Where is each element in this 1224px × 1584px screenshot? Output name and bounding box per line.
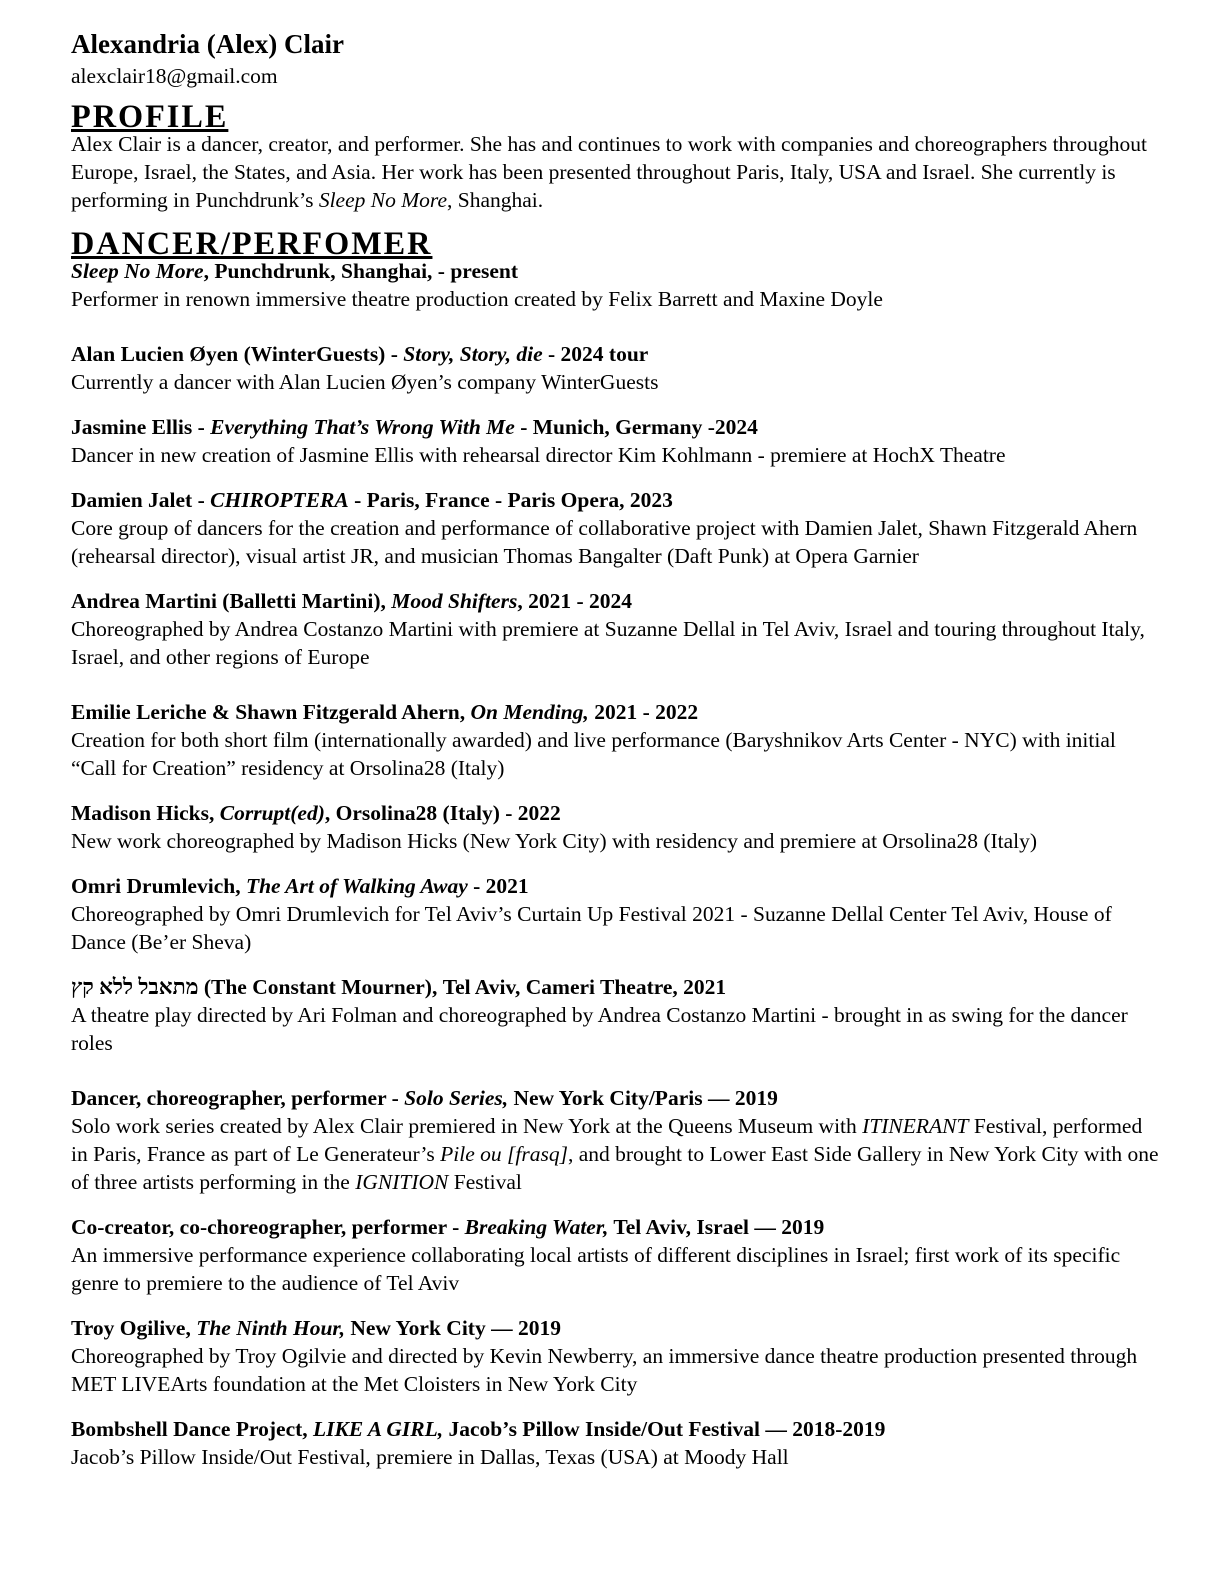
entry-description-text: New work choreographed by Madison Hicks (New York City) with residency and premiere at Orsolina28 (Italy) (71, 829, 1038, 853)
entry-title-text: Bombshell Dance Project, (71, 1417, 314, 1441)
entry-title-text: Alan Lucien Øyen (WinterGuests) - (71, 342, 404, 366)
entry-title-text: - Munich, Germany -2024 (514, 415, 758, 439)
entry-title-text: מתאבל ללא קץ (The Constant Mourner), Tel Aviv, Cameri Theatre, 2021 (71, 975, 727, 999)
performance-entry (71, 486, 1161, 570)
entry-title-text: , Orsolina28 (Italy) - 2022 (324, 801, 561, 825)
entry-title-text: Troy Ogilive, (71, 1316, 197, 1340)
contact-email: alexclair18@gmail.com (71, 64, 278, 88)
entry-title (71, 340, 1161, 368)
entry-title (71, 872, 1161, 900)
entry-title-text: - Paris, France - Paris Opera, 2023 (348, 488, 673, 512)
entry-title-italic: The Ninth Hour, (196, 1316, 345, 1340)
entry-description (71, 827, 1161, 855)
entry-description (71, 285, 1161, 313)
profile-text (71, 130, 1161, 214)
entry-title-italic: On Mending, (470, 700, 589, 724)
resume-name: Alexandria (Alex) Clair (71, 29, 344, 59)
performance-entry (71, 1213, 1161, 1297)
entry-title-text: Jasmine Ellis - (71, 415, 211, 439)
entry-title-italic: LIKE A GIRL, (313, 1417, 444, 1441)
entry-description-text: A theatre play directed by Ari Folman and choreographed by Andrea Costanzo Martini - brought in as swing for the dancer roles (71, 1003, 1128, 1055)
entry-title-text: New York City — 2019 (344, 1316, 561, 1340)
entry-description-italic: IGNITION (355, 1170, 449, 1194)
entry-description (71, 514, 1161, 570)
entry-title-text: - 2021 (467, 874, 529, 898)
entry-description (71, 1443, 1161, 1471)
entry-title-text: Madison Hicks, (71, 801, 220, 825)
entry-title (71, 413, 1161, 441)
entry-title-text: Omri Drumlevich, (71, 874, 246, 898)
entry-title-italic: Breaking Water, (464, 1215, 609, 1239)
entry-description-text: Core group of dancers for the creation and performance of collaborative project with Damien Jalet, Shawn Fitzgerald Ahern (rehearsal director), visual artist JR, and musician Thomas Bangalter (Daft Punk) at Opera Garnier (71, 516, 1138, 568)
entry-title-text: New York City/Paris — 2019 (508, 1086, 778, 1110)
entry-description (71, 615, 1161, 671)
performance-entry (71, 587, 1161, 671)
performance-entry (71, 413, 1161, 469)
entry-title (71, 698, 1161, 726)
entry-description-italic: ITINERANT (862, 1114, 969, 1138)
entry-description (71, 726, 1161, 782)
entry-title (71, 1213, 1161, 1241)
entry-title-italic: CHIROPTERA (210, 488, 349, 512)
entry-description-text: Dancer in new creation of Jasmine Ellis with rehearsal director Kim Kohlmann - premiere at HochX Theatre (71, 443, 1006, 467)
entry-title-text: , 2021 - 2024 (517, 589, 632, 613)
entry-title-italic: Mood Shifters (391, 589, 518, 613)
entry-description (71, 441, 1161, 469)
entry-description-text: An immersive performance experience collaborating local artists of different disciplines in Israel; first work of its specific genre to premiere to the audience of Tel Aviv (71, 1243, 1121, 1295)
entry-title-italic: Story, Story, die (403, 342, 543, 366)
profile-text-part: Alex Clair is a dancer, creator, and performer. She has and continues to work with companies and choreographers throughout Europe, Israel, the States, and Asia. Her work has been presented throughout Paris, Italy, USA and Israel. She currently is performing in Punchdrunk’s (71, 132, 1147, 212)
entry-description-text: Festival, performed in Paris, France as part of Le Generateur’s (71, 1114, 1143, 1166)
entry-title (71, 1084, 1161, 1112)
entry-title (71, 973, 1161, 1001)
entry-description-text: Solo work series created by Alex Clair premiered in New York at the Queens Museum with (71, 1114, 863, 1138)
entry-description (71, 1001, 1161, 1057)
entry-title-text: Andrea Martini (Balletti Martini), (71, 589, 392, 613)
entry-title-italic: Solo Series, (404, 1086, 509, 1110)
performance-entry (71, 799, 1161, 855)
profile-text-italic: Sleep No More (318, 188, 447, 212)
resume-page (71, 26, 1161, 1488)
entry-description (71, 368, 1161, 396)
entry-title-text: Dancer, choreographer, performer - (71, 1086, 405, 1110)
entry-description-text: Jacob’s Pillow Inside/Out Festival, premiere in Dallas, Texas (USA) at Moody Hall (71, 1445, 789, 1469)
performance-entry (71, 1084, 1161, 1196)
entry-title (71, 486, 1161, 514)
entry-title-text: 2021 - 2022 (588, 700, 699, 724)
performance-entry (71, 1314, 1161, 1398)
entry-title (71, 799, 1161, 827)
performance-entry (71, 698, 1161, 782)
entry-description (71, 1342, 1161, 1398)
entry-title (71, 257, 1161, 285)
performance-entry (71, 257, 1161, 313)
dancer-performer-list (71, 257, 1161, 1471)
entry-title-text: , Punchdrunk, Shanghai, - present (203, 259, 519, 283)
entry-description-text: Creation for both short film (internationally awarded) and live performance (Baryshnikov Arts Center - NYC) with initial “Call for Creation” residency at Orsolina28 (Italy) (71, 728, 1116, 780)
entry-title-italic: Sleep No More (71, 259, 204, 283)
entry-description-italic: Pile ou [frasq] (440, 1142, 568, 1166)
entry-title-text: Jacob’s Pillow Inside/Out Festival — 2018-2019 (443, 1417, 886, 1441)
entry-description-text: Currently a dancer with Alan Lucien Øyen’s company WinterGuests (71, 370, 659, 394)
entry-title-text: Co-creator, co-choreographer, performer - (71, 1215, 465, 1239)
entry-title (71, 1314, 1161, 1342)
profile-text-part: , Shanghai. (447, 188, 544, 212)
entry-title-text: - 2024 tour (542, 342, 649, 366)
entry-title (71, 587, 1161, 615)
entry-title-text: Tel Aviv, Israel — 2019 (608, 1215, 825, 1239)
performance-entry (71, 872, 1161, 956)
entry-title-italic: Corrupt(ed) (219, 801, 325, 825)
performance-entry (71, 973, 1161, 1057)
entry-title-text: Emilie Leriche & Shawn Fitzgerald Ahern, (71, 700, 471, 724)
entry-description (71, 1112, 1161, 1196)
entry-title (71, 1415, 1161, 1443)
entry-title-italic: Everything That’s Wrong With Me (210, 415, 515, 439)
entry-description (71, 1241, 1161, 1297)
entry-title-text: Damien Jalet - (71, 488, 211, 512)
entry-title-italic: The Art of Walking Away (245, 874, 468, 898)
entry-description-text: Performer in renown immersive theatre production created by Felix Barrett and Maxine Doyle (71, 287, 883, 311)
entry-description-text: Choreographed by Omri Drumlevich for Tel Aviv’s Curtain Up Festival 2021 - Suzanne Dellal Center Tel Aviv, House of Dance (Be’er Sheva) (71, 902, 1112, 954)
entry-description-text: Choreographed by Troy Ogilvie and directed by Kevin Newberry, an immersive dance theatre production presented through MET LIVEArts foundation at the Met Cloisters in New York City (71, 1344, 1138, 1396)
entry-description (71, 900, 1161, 956)
dancer-performer-heading: DANCER/PERFOMER (71, 225, 433, 261)
entry-description-text: Choreographed by Andrea Costanzo Martini with premiere at Suzanne Dellal in Tel Aviv, Israel and touring throughout Italy, Israel, and other regions of Europe (71, 617, 1145, 669)
entry-description-text: Festival (448, 1170, 522, 1194)
performance-entry (71, 1415, 1161, 1471)
performance-entry (71, 340, 1161, 396)
entry-description-text: , and brought to Lower East Side Gallery in New York City with one of three artists performing in the (71, 1142, 1159, 1194)
profile-heading: PROFILE (71, 98, 229, 134)
